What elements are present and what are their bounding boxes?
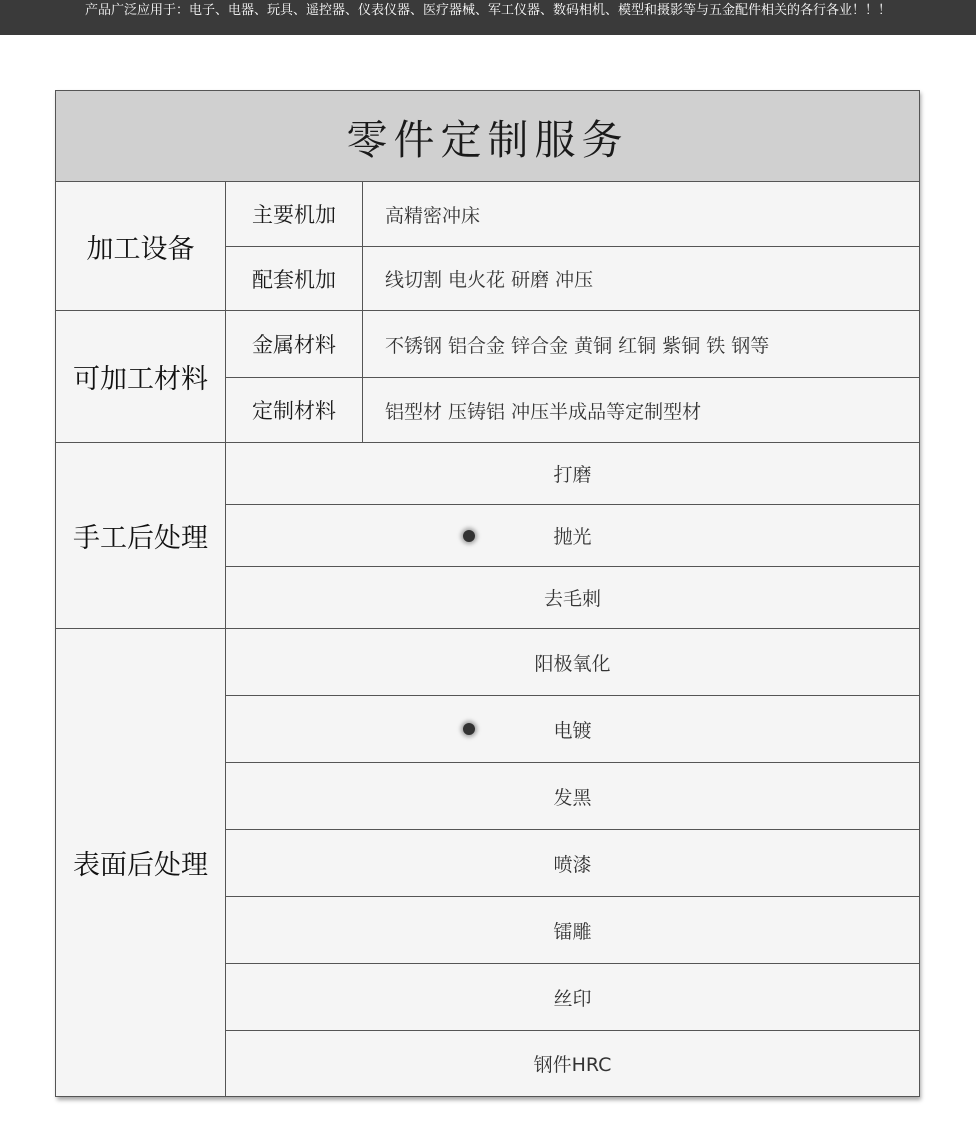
list-item: 打磨 bbox=[226, 443, 920, 505]
service-table bbox=[55, 90, 919, 1097]
row-value: 线切割 电火花 研磨 冲压 bbox=[363, 247, 920, 311]
list-item: 丝印 bbox=[226, 964, 920, 1031]
list-item bbox=[226, 505, 920, 567]
list-item: 镭雕 bbox=[226, 897, 920, 964]
row-label: 主要机加 bbox=[226, 182, 363, 247]
bullet-dot-icon bbox=[463, 723, 475, 735]
category-surface-finishing: 表面后处理 bbox=[56, 629, 226, 1097]
list-item: 喷漆 bbox=[226, 830, 920, 897]
category-materials: 可加工材料 bbox=[56, 311, 226, 443]
list-item: 阳极氧化 bbox=[226, 629, 920, 696]
service-table-grid bbox=[55, 90, 920, 1097]
list-item: 去毛刺 bbox=[226, 567, 920, 629]
banner-text: 产品广泛应用于：电子、电器、玩具、遥控器、仪表仪器、医疗器械、军工仪器、数码相机、模型和摄影等与五金配件相关的各行各业！！！ bbox=[84, 3, 891, 18]
list-item-label: 电镀 bbox=[553, 719, 592, 742]
list-item: 钢件HRC bbox=[226, 1031, 920, 1097]
row-value: 铝型材 压铸铝 冲压半成品等定制型材 bbox=[363, 378, 920, 443]
row-label: 配套机加 bbox=[226, 247, 363, 311]
list-item-label: 抛光 bbox=[553, 526, 592, 548]
bullet-dot-icon bbox=[463, 530, 475, 542]
category-manual-finishing: 手工后处理 bbox=[56, 443, 226, 629]
category-equipment: 加工设备 bbox=[56, 182, 226, 311]
row-value: 不锈钢 铝合金 锌合金 黄铜 红铜 紫铜 铁 钢等 bbox=[363, 311, 920, 378]
row-label: 金属材料 bbox=[226, 311, 363, 378]
row-value: 高精密冲床 bbox=[363, 182, 920, 247]
table-title: 零件定制服务 bbox=[56, 91, 920, 182]
list-item bbox=[226, 696, 920, 763]
top-banner bbox=[0, 0, 976, 35]
list-item: 发黑 bbox=[226, 763, 920, 830]
row-label: 定制材料 bbox=[226, 378, 363, 443]
